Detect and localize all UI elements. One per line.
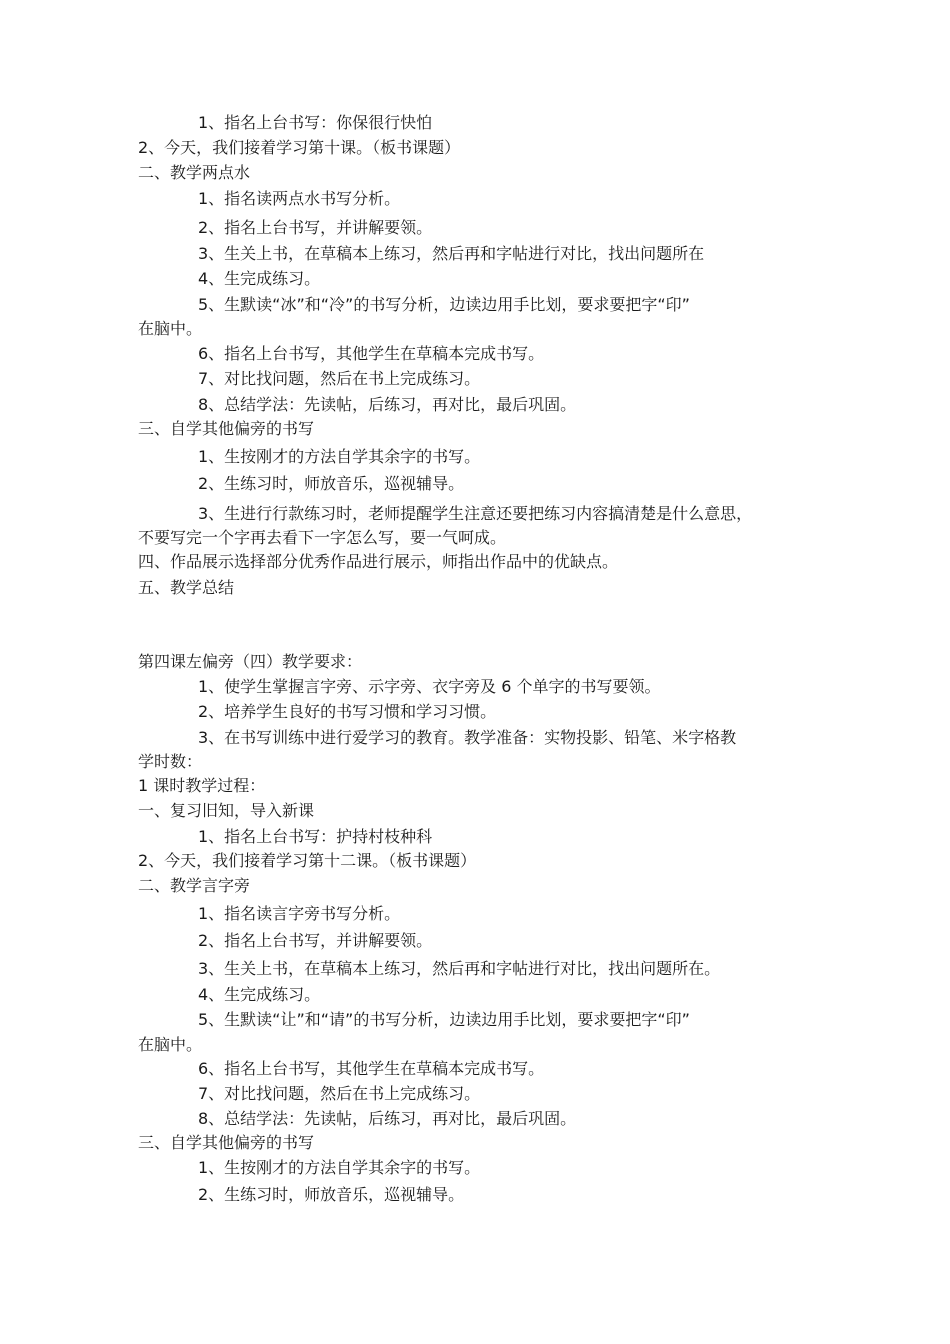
text-line: 不要写完一个字再去看下一字怎么写，要一气呵成。 xyxy=(138,528,507,547)
text-line: 7、对比找问题，然后在书上完成练习。 xyxy=(198,1084,481,1103)
section-heading: 四、作品展示选择部分优秀作品进行展示，师指出作品中的优缺点。 xyxy=(138,552,619,571)
text-line: 1、使学生掌握言字旁、示字旁、衣字旁及 6 个单字的书写要领。 xyxy=(198,677,661,696)
text-line: 2、指名上台书写，并讲解要领。 xyxy=(198,931,433,950)
text-line: 1、指名上台书写：护持村枝种科 xyxy=(198,827,433,846)
text-line: 8、总结学法：先读帖，后练习，再对比，最后巩固。 xyxy=(198,395,577,414)
section-heading: 二、教学两点水 xyxy=(138,163,251,182)
text-line: 1、生按刚才的方法自学其余字的书写。 xyxy=(198,447,481,466)
text-line: 6、指名上台书写，其他学生在草稿本完成书写。 xyxy=(198,344,545,363)
section-heading: 二、教学言字旁 xyxy=(138,876,251,895)
text-line: 2、生练习时，师放音乐，巡视辅导。 xyxy=(198,474,465,493)
section-heading: 一、复习旧知，导入新课 xyxy=(138,801,315,820)
text-line: 3、生关上书，在草稿本上练习，然后再和字帖进行对比，找出问题所在 xyxy=(198,244,705,263)
text-line: 1、指名读言字旁书写分析。 xyxy=(198,904,401,923)
text-line: 2、今天，我们接着学习第十二课。（板书课题） xyxy=(138,851,477,870)
text-line: 1、指名读两点水书写分析。 xyxy=(198,189,401,208)
text-line: 3、生关上书，在草稿本上练习，然后再和字帖进行对比，找出问题所在。 xyxy=(198,959,721,978)
text-line: 7、对比找问题，然后在书上完成练习。 xyxy=(198,369,481,388)
text-line: 3、在书写训练中进行爱学习的教育。教学准备：实物投影、铅笔、米字格教 xyxy=(198,728,737,747)
section-heading: 三、自学其他偏旁的书写 xyxy=(138,1133,315,1152)
text-line: 2、今天，我们接着学习第十课。（板书课题） xyxy=(138,138,461,157)
text-line: 5、生默读“冰”和“冷”的书写分析，边读边用手比划，要求要把字“印” xyxy=(198,295,690,314)
text-line: 6、指名上台书写，其他学生在草稿本完成书写。 xyxy=(198,1059,545,1078)
text-line: 1、指名上台书写：你保很行快怕 xyxy=(198,113,433,132)
text-line: 8、总结学法：先读帖，后练习，再对比，最后巩固。 xyxy=(198,1109,577,1128)
text-line: 5、生默读“让”和“请”的书写分析，边读边用手比划，要求要把字“印” xyxy=(198,1010,690,1029)
text-line: 1、生按刚才的方法自学其余字的书写。 xyxy=(198,1158,481,1177)
text-line: 2、指名上台书写，并讲解要领。 xyxy=(198,218,433,237)
text-line: 学时数： xyxy=(138,752,203,771)
lesson-title: 第四课左偏旁（四）教学要求： xyxy=(138,652,363,671)
text-line: 2、培养学生良好的书写习惯和学习习惯。 xyxy=(198,702,497,721)
text-line: 1 课时教学过程： xyxy=(138,776,266,795)
text-line: 4、生完成练习。 xyxy=(198,269,321,288)
text-line: 3、生进行行款练习时，老师提醒学生注意还要把练习内容搞清楚是什么意思， xyxy=(198,504,753,523)
text-line: 在脑中。 xyxy=(138,1035,203,1054)
text-line: 2、生练习时，师放音乐，巡视辅导。 xyxy=(198,1185,465,1204)
section-heading: 三、自学其他偏旁的书写 xyxy=(138,419,315,438)
text-line: 4、生完成练习。 xyxy=(198,985,321,1004)
text-line: 在脑中。 xyxy=(138,319,203,338)
section-heading: 五、教学总结 xyxy=(138,578,235,597)
